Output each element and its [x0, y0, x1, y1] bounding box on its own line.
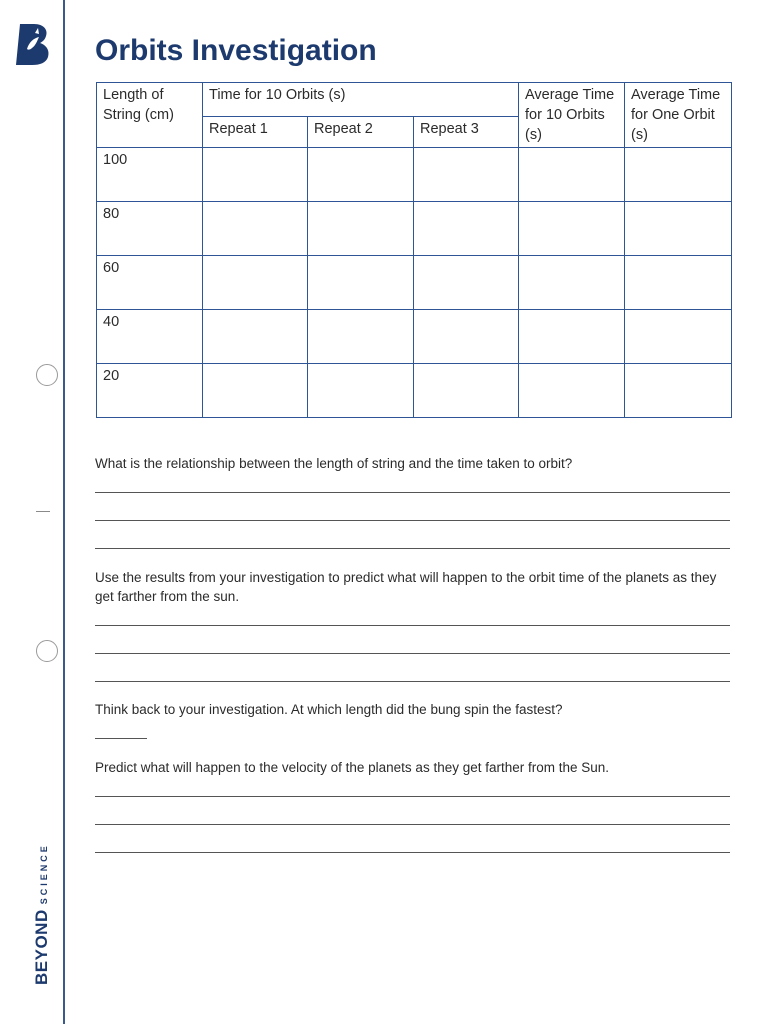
answer-line[interactable] [95, 824, 730, 825]
length-cell: 60 [97, 256, 203, 310]
table-header-row [97, 83, 732, 117]
header-avg1: Average Time for One Orbit (s) [625, 83, 732, 148]
entry-cell[interactable] [519, 256, 625, 310]
length-cell: 100 [97, 148, 203, 202]
entry-cell[interactable] [519, 202, 625, 256]
header-avg10: Average Time for 10 Orbits (s) [519, 83, 625, 148]
margin-line [63, 0, 65, 1024]
table-row [97, 256, 732, 310]
question-3: Think back to your investigation. At which length did the bung spin the fastest? [95, 702, 563, 717]
entry-cell[interactable] [625, 364, 732, 418]
entry-cell[interactable] [625, 256, 732, 310]
table-row [97, 364, 732, 418]
entry-cell[interactable] [308, 202, 414, 256]
header-repeat-2: Repeat 2 [308, 116, 414, 147]
punch-hole-top [36, 364, 58, 386]
length-cell: 80 [97, 202, 203, 256]
entry-cell[interactable] [203, 148, 308, 202]
entry-cell[interactable] [625, 148, 732, 202]
entry-cell[interactable] [414, 256, 519, 310]
entry-cell[interactable] [625, 202, 732, 256]
results-table [96, 82, 732, 418]
answer-line[interactable] [95, 625, 730, 626]
entry-cell[interactable] [308, 148, 414, 202]
answer-line[interactable] [95, 681, 730, 682]
answer-line[interactable] [95, 520, 730, 521]
punch-hole-bottom [36, 640, 58, 662]
page-title: Orbits Investigation [95, 34, 377, 67]
entry-cell[interactable] [308, 310, 414, 364]
answer-line-short[interactable] [95, 738, 147, 739]
answer-line[interactable] [95, 796, 730, 797]
table-row [97, 310, 732, 364]
entry-cell[interactable] [414, 310, 519, 364]
entry-cell[interactable] [414, 202, 519, 256]
question-1: What is the relationship between the length of string and the time taken to orbit? [95, 456, 573, 471]
entry-cell[interactable] [203, 364, 308, 418]
table-row [97, 202, 732, 256]
answer-line[interactable] [95, 852, 730, 853]
answer-line[interactable] [95, 548, 730, 549]
entry-cell[interactable] [519, 310, 625, 364]
fold-mark [36, 511, 50, 512]
table-row [97, 148, 732, 202]
brand-wordmark [32, 843, 52, 985]
entry-cell[interactable] [519, 364, 625, 418]
brand-name: BEYOND [32, 909, 51, 985]
entry-cell[interactable] [414, 148, 519, 202]
entry-cell[interactable] [203, 256, 308, 310]
beyond-b-logo-icon [14, 22, 52, 66]
entry-cell[interactable] [414, 364, 519, 418]
question-2: Use the results from your investigation to predict what will happen to the orbit time of the planets as they get farther from the sun. [95, 570, 717, 604]
entry-cell[interactable] [519, 148, 625, 202]
brand-sub: SCIENCE [39, 843, 49, 905]
entry-cell[interactable] [308, 256, 414, 310]
entry-cell[interactable] [625, 310, 732, 364]
length-cell: 40 [97, 310, 203, 364]
header-repeat-1: Repeat 1 [203, 116, 308, 147]
answer-line[interactable] [95, 492, 730, 493]
entry-cell[interactable] [203, 310, 308, 364]
entry-cell[interactable] [203, 202, 308, 256]
header-time10: Time for 10 Orbits (s) [203, 83, 519, 117]
header-length: Length of String (cm) [97, 83, 203, 148]
question-4: Predict what will happen to the velocity of the planets as they get farther from the Sun. [95, 760, 610, 775]
header-repeat-3: Repeat 3 [414, 116, 519, 147]
entry-cell[interactable] [308, 364, 414, 418]
answer-line[interactable] [95, 653, 730, 654]
length-cell: 20 [97, 364, 203, 418]
